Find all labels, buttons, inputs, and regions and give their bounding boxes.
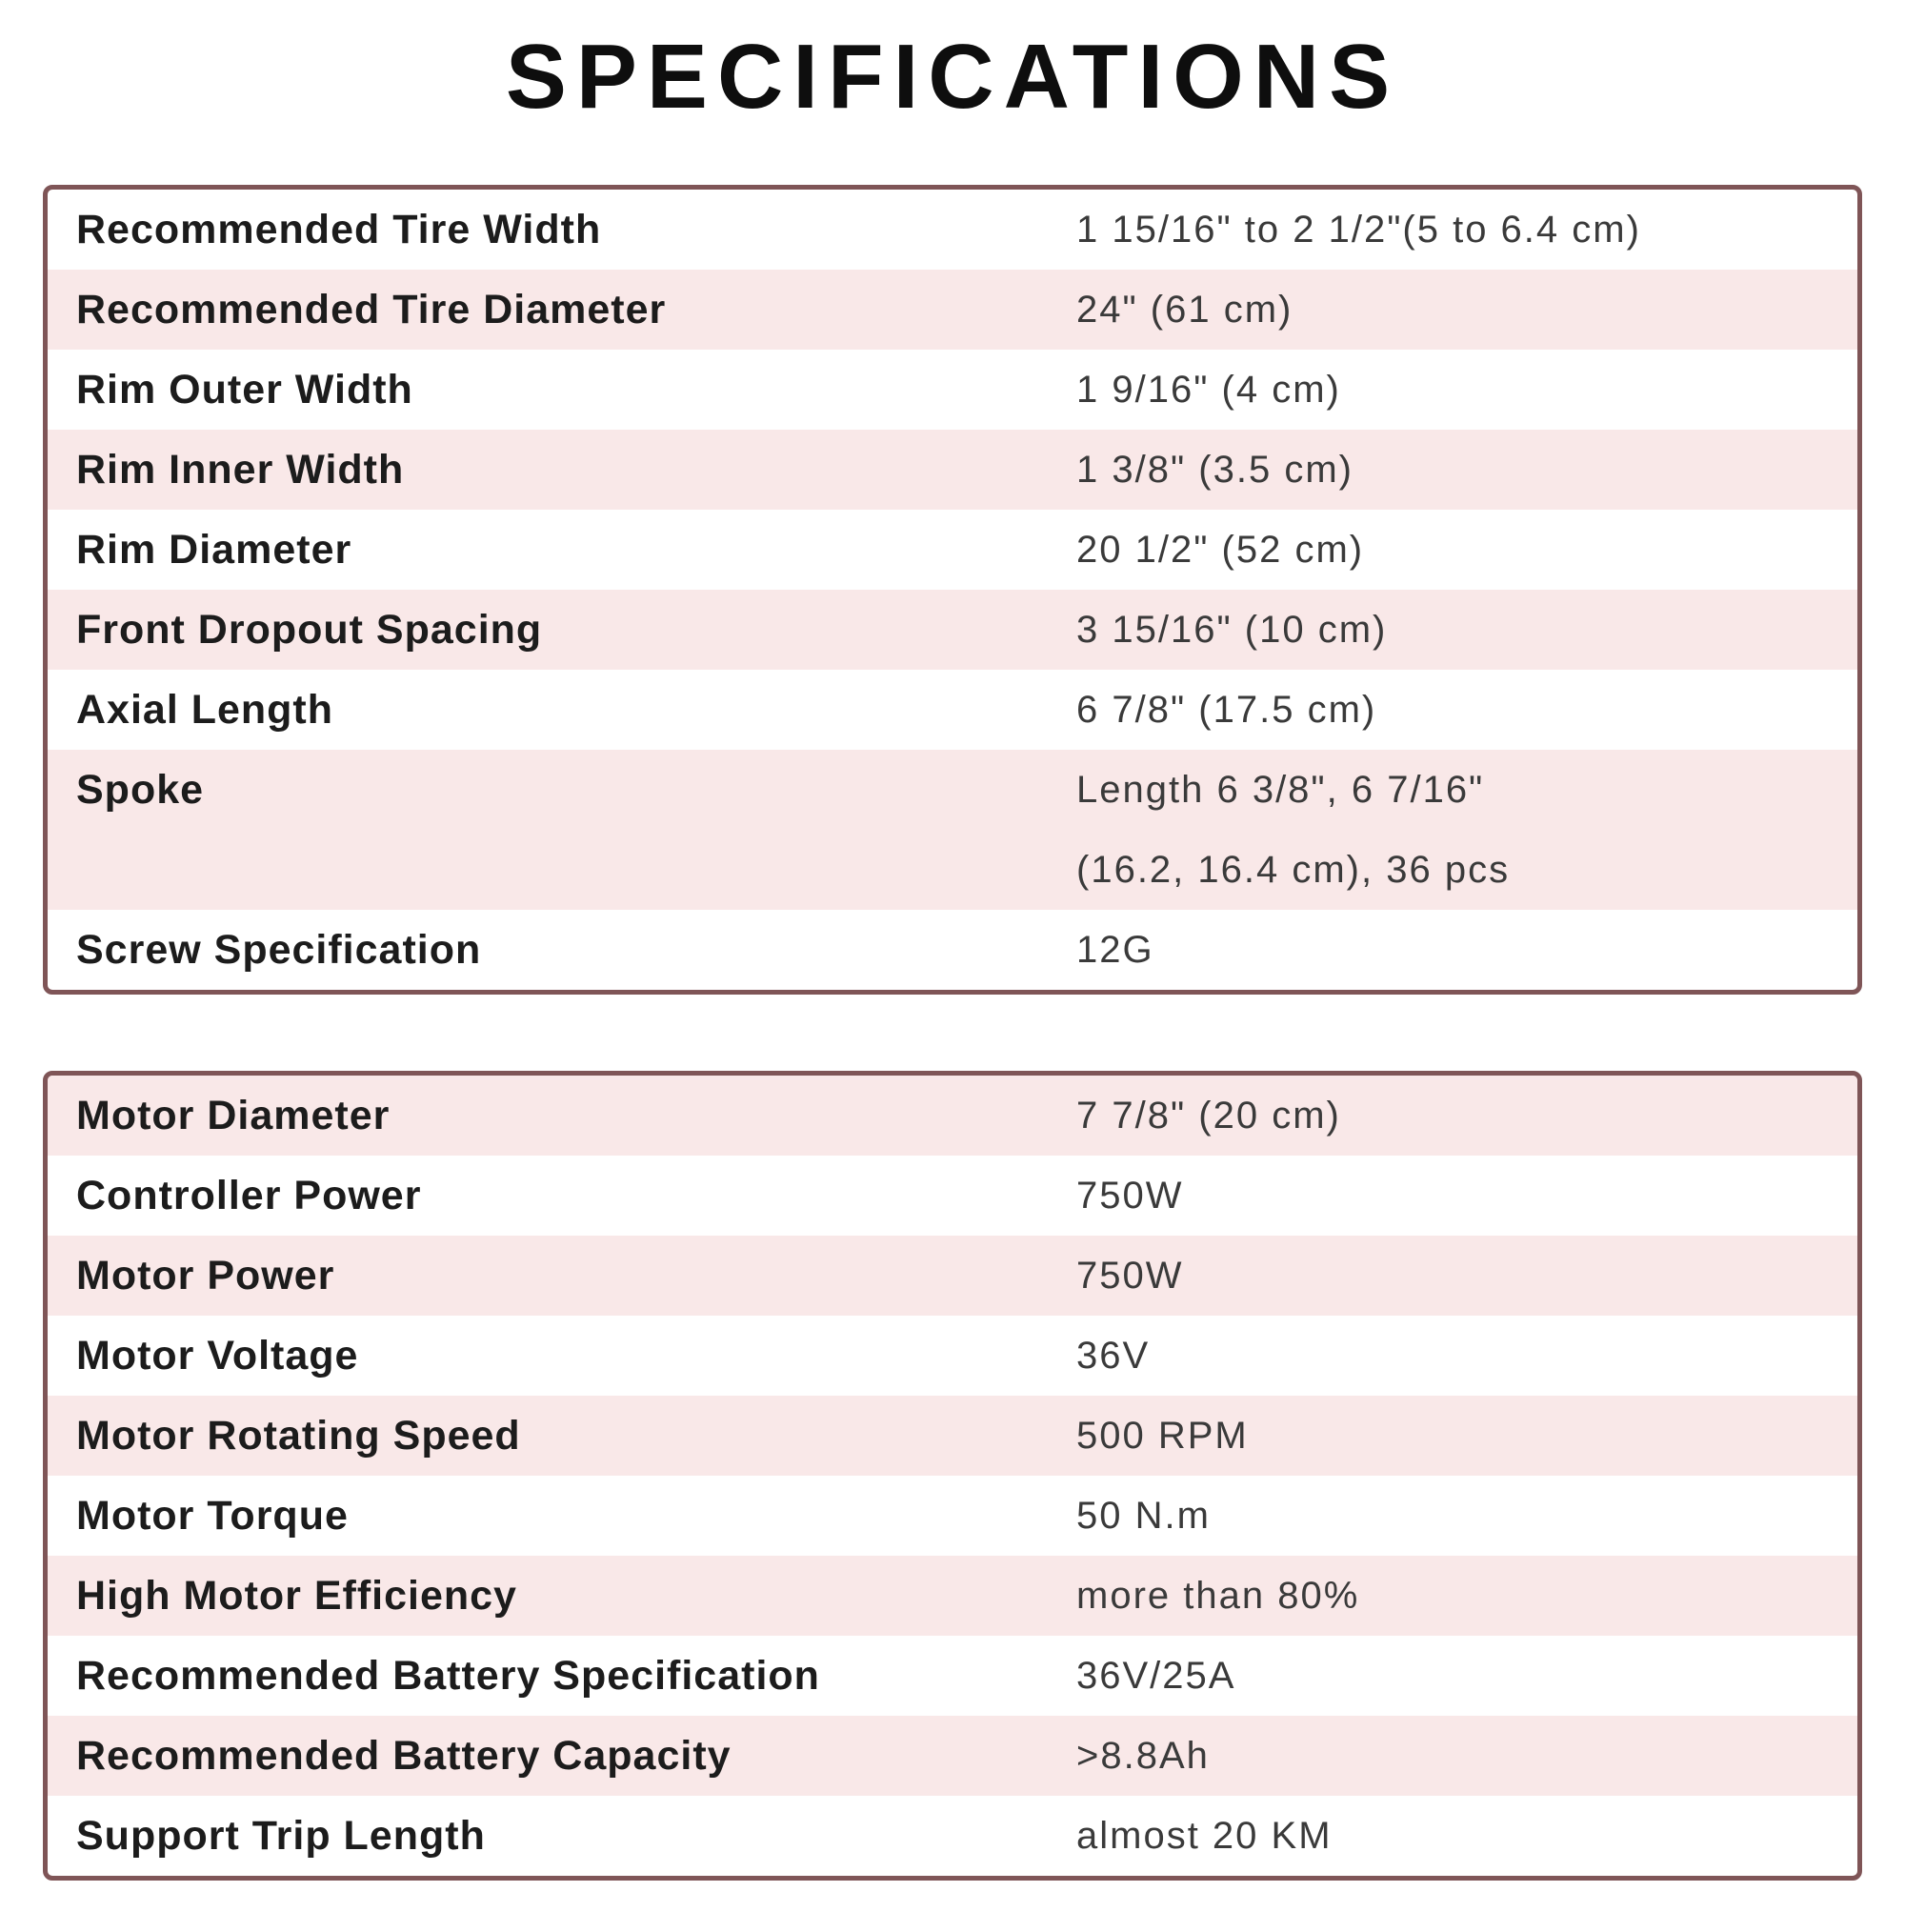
spec-value bbox=[1076, 1396, 1857, 1476]
spec-value-line: 3 15/16" (10 cm) bbox=[1076, 608, 1388, 651]
spec-value-line: 750W bbox=[1076, 1254, 1184, 1297]
spec-value bbox=[1076, 510, 1857, 590]
spec-label: Recommended Battery Specification bbox=[76, 1652, 820, 1699]
table-row bbox=[48, 1316, 1857, 1396]
spec-label: Motor Rotating Speed bbox=[76, 1412, 521, 1459]
table-row bbox=[48, 750, 1857, 910]
spec-label: Motor Diameter bbox=[76, 1092, 391, 1138]
spec-value bbox=[1076, 270, 1857, 350]
spec-label: Screw Specification bbox=[76, 926, 482, 973]
table-row bbox=[48, 190, 1857, 270]
spec-label: Motor Voltage bbox=[76, 1332, 359, 1379]
table-row bbox=[48, 590, 1857, 670]
spec-value-line: 24" (61 cm) bbox=[1076, 288, 1293, 331]
page-title: SPECIFICATIONS bbox=[505, 26, 1400, 128]
spec-value bbox=[1076, 350, 1857, 430]
spec-label: High Motor Efficiency bbox=[76, 1572, 517, 1619]
spec-value bbox=[1076, 1236, 1857, 1316]
spec-label: Axial Length bbox=[76, 686, 334, 733]
spec-value bbox=[1076, 430, 1857, 510]
spec-value bbox=[1076, 1156, 1857, 1236]
spec-value-line: more than 80% bbox=[1076, 1574, 1360, 1617]
table-row bbox=[48, 1716, 1857, 1796]
spec-value bbox=[1076, 670, 1857, 750]
spec-label: Rim Outer Width bbox=[76, 366, 413, 413]
spec-label: Support Trip Length bbox=[76, 1812, 486, 1859]
spec-label: Rim Inner Width bbox=[76, 446, 405, 493]
spec-value bbox=[1076, 1716, 1857, 1796]
spec-value bbox=[1076, 1636, 1857, 1716]
spec-value bbox=[1076, 750, 1857, 910]
table-row bbox=[48, 1636, 1857, 1716]
table-row bbox=[48, 270, 1857, 350]
table-row bbox=[48, 1076, 1857, 1156]
spec-value-line: 50 N.m bbox=[1076, 1494, 1211, 1537]
spec-value-line: 20 1/2" (52 cm) bbox=[1076, 528, 1365, 571]
spec-value-line: 36V bbox=[1076, 1334, 1151, 1377]
spec-value bbox=[1076, 1796, 1857, 1876]
table-row bbox=[48, 1556, 1857, 1636]
table-row bbox=[48, 910, 1857, 990]
spec-value-line: 1 9/16" (4 cm) bbox=[1076, 368, 1341, 411]
spec-value bbox=[1076, 910, 1857, 990]
spec-value-line: 500 RPM bbox=[1076, 1414, 1249, 1457]
spec-value-line: (16.2, 16.4 cm), 36 pcs bbox=[1076, 848, 1511, 891]
spec-value-line: 1 15/16" to 2 1/2"(5 to 6.4 cm) bbox=[1076, 208, 1641, 251]
spec-label: Recommended Tire Width bbox=[76, 206, 602, 252]
table-row bbox=[48, 1796, 1857, 1876]
spec-label: Rim Diameter bbox=[76, 526, 352, 573]
spec-value-line: 36V/25A bbox=[1076, 1654, 1236, 1697]
spec-value bbox=[1076, 1076, 1857, 1156]
spec-label: Recommended Battery Capacity bbox=[76, 1732, 732, 1779]
spec-value-line: almost 20 KM bbox=[1076, 1814, 1333, 1857]
table-row bbox=[48, 510, 1857, 590]
table-row bbox=[48, 350, 1857, 430]
spec-label: Motor Power bbox=[76, 1252, 335, 1298]
spec-value-line: Length 6 3/8", 6 7/16" bbox=[1076, 768, 1485, 811]
spec-value bbox=[1076, 1316, 1857, 1396]
spec-label: Front Dropout Spacing bbox=[76, 606, 543, 653]
table-row bbox=[48, 1476, 1857, 1556]
spec-value-line: 6 7/8" (17.5 cm) bbox=[1076, 688, 1377, 731]
spec-label: Motor Torque bbox=[76, 1492, 349, 1539]
spec-label: Recommended Tire Diameter bbox=[76, 286, 667, 332]
spec-label: Controller Power bbox=[76, 1172, 422, 1218]
spec-value bbox=[1076, 1556, 1857, 1636]
table-row bbox=[48, 1396, 1857, 1476]
spec-value bbox=[1076, 1476, 1857, 1556]
spec-value bbox=[1076, 190, 1857, 270]
table-row bbox=[48, 1236, 1857, 1316]
table-row bbox=[48, 670, 1857, 750]
specification-sheet bbox=[0, 27, 1905, 1932]
spec-value-line: >8.8Ah bbox=[1076, 1734, 1210, 1777]
spec-label: Spoke bbox=[76, 766, 205, 813]
spec-value-line: 750W bbox=[1076, 1174, 1184, 1217]
wheel-spec-table bbox=[43, 185, 1862, 995]
table-row bbox=[48, 430, 1857, 510]
motor-spec-table bbox=[43, 1071, 1862, 1881]
table-row bbox=[48, 1156, 1857, 1236]
spec-value bbox=[1076, 590, 1857, 670]
spec-value-line: 7 7/8" (20 cm) bbox=[1076, 1094, 1341, 1137]
spec-value-line: 1 3/8" (3.5 cm) bbox=[1076, 448, 1354, 491]
spec-value-line: 12G bbox=[1076, 928, 1154, 971]
